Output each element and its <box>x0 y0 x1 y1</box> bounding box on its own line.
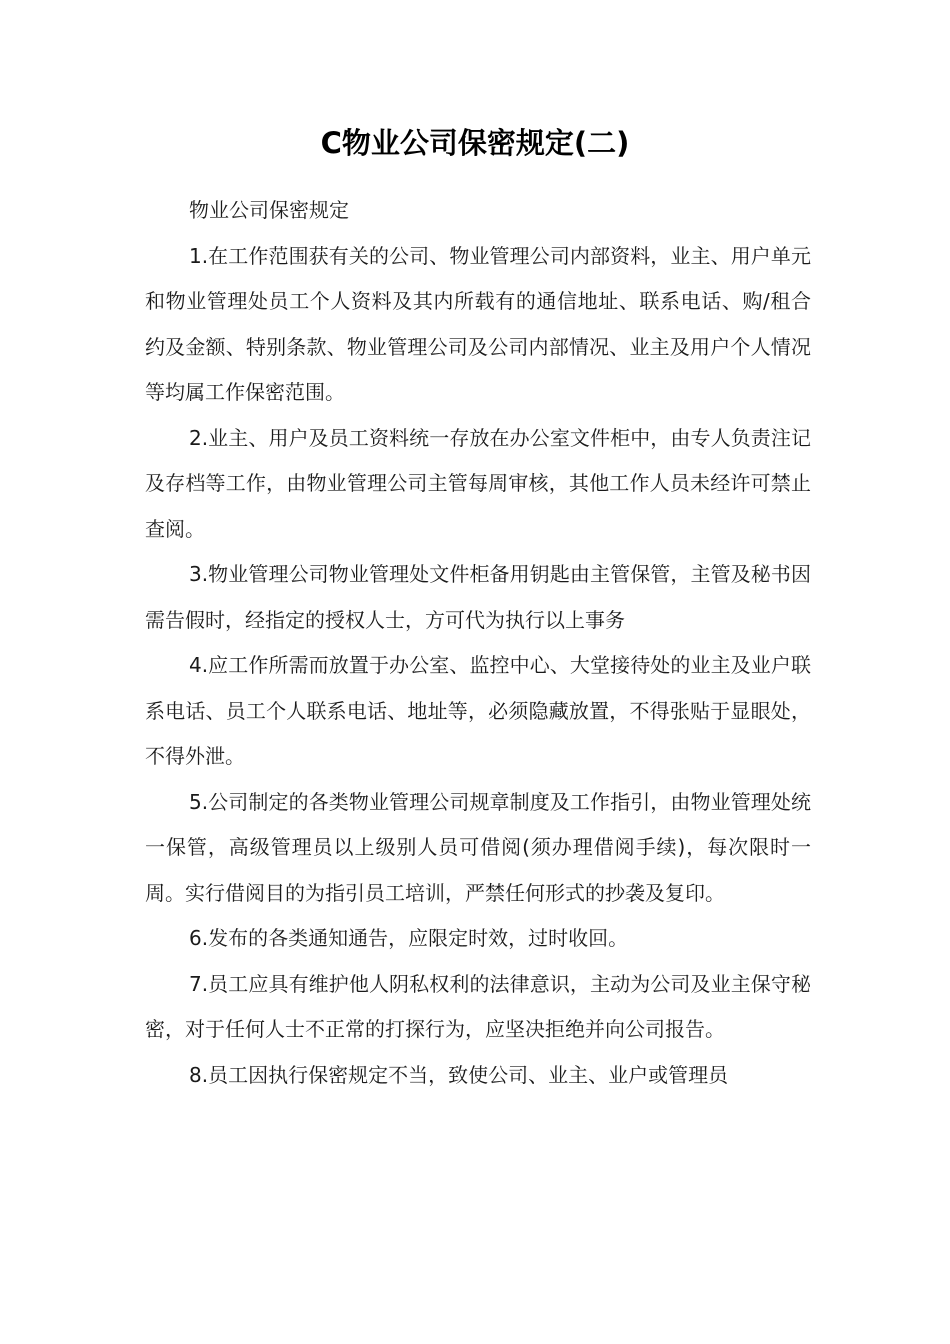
document-title: C物业公司保密规定(二) <box>320 126 630 160</box>
paragraph-item-5: 5.公司制定的各类物业管理公司规章制度及工作指引，由物业管理处统一保管，高级管理员以上级别人员可借阅(须办理借阅手续)，每次限时一周。实行借阅目的为指引员工培训，严禁任何形式的抄袭及复印。 <box>145 789 811 905</box>
paragraph-item-3: 3.物业管理公司物业管理处文件柜备用钥匙由主管保管，主管及秘书因需告假时，经指定的授权人士，方可代为执行以上事务 <box>145 562 811 632</box>
paragraph-item-1: 1.在工作范围获有关的公司、物业管理公司内部资料，业主、用户单元和物业管理处员工个人资料及其内所载有的通信地址、联系电话、购/租合约及金额、特别条款、物业管理公司及公司内部情况、业主及用户个人情况等均属工作保密范围。 <box>145 243 811 404</box>
paragraph-item-7: 7.员工应具有维护他人阴私权利的法律意识，主动为公司及业主保守秘密，对于任何人士不正常的打探行为，应坚决拒绝并向公司报告。 <box>145 971 811 1041</box>
document-body <box>145 188 811 1098</box>
paragraph-item-6: 6.发布的各类通知通告，应限定时效，过时收回。 <box>189 926 629 950</box>
paragraph-item-2: 2.业主、用户及员工资料统一存放在办公室文件柜中，由专人负责注记及存档等工作，由物业管理公司主管每周审核，其他工作人员未经许可禁止查阅。 <box>145 425 811 541</box>
paragraph-item-8: 8.员工因执行保密规定不当，致使公司、业主、业户或管理员 <box>189 1062 729 1087</box>
paragraph-item-4: 4.应工作所需而放置于办公室、监控中心、大堂接待处的业主及业户联系电话、员工个人联系电话、地址等，必须隐藏放置，不得张贴于显眼处，不得外泄。 <box>145 653 811 768</box>
paragraph-heading: 物业公司保密规定 <box>189 198 349 222</box>
